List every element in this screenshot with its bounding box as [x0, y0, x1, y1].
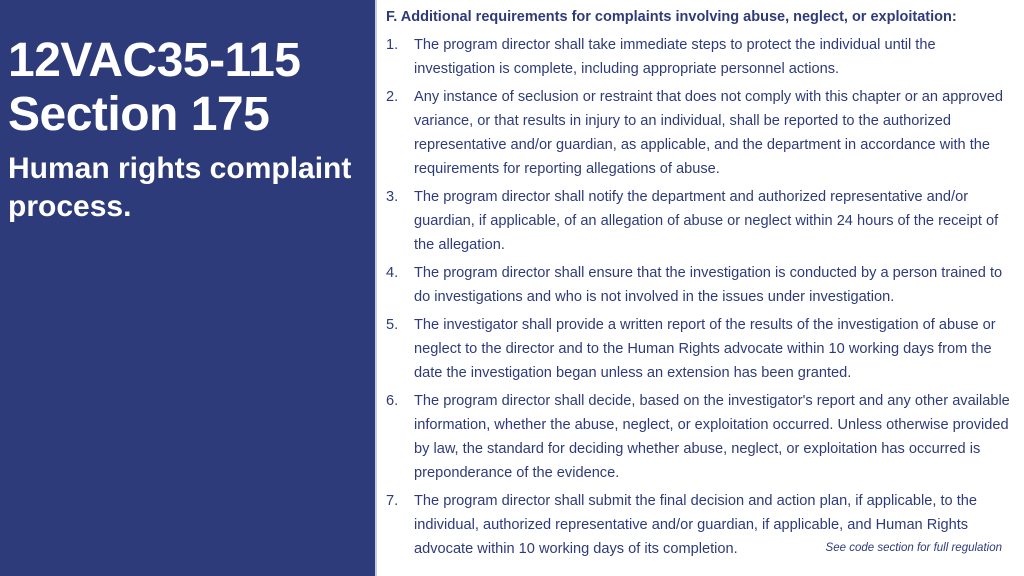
list-item — [386, 389, 1014, 485]
slide-title: 12VAC35-115 Section 175 — [8, 34, 301, 141]
list-item — [386, 313, 1014, 385]
list-item-text: The program director shall ensure that the investigation is conducted by a person trained to do investigations and who is not involved in the issues under investigation. — [414, 265, 1003, 305]
list-item — [386, 261, 1014, 309]
section-heading: F. Additional requirements for complaints involving abuse, neglect, or exploitation: — [386, 9, 957, 25]
list-item-text: Any instance of seclusion or restraint that does not comply with this chapter or an approved variance, or that results in injury to an individual, shall be reported to the authorized representative and/or guardian, as applicable, and the department in accordance with the requirements for reporting allegations of abuse. — [414, 89, 1003, 177]
list-item-number: 5. — [386, 317, 399, 333]
footnote: See code section for full regulation — [825, 542, 1002, 554]
list-item-number: 4. — [386, 265, 399, 281]
content-panel — [380, 0, 1024, 576]
title-panel — [0, 0, 377, 576]
requirements-list — [386, 33, 1014, 565]
list-item-number: 1. — [386, 37, 399, 53]
list-item-text: The program director shall take immediate steps to protect the individual until the investigation is complete, including appropriate personnel actions. — [414, 37, 936, 77]
list-item-text: The program director shall submit the final decision and action plan, if applicable, to the individual, authorized representative and/or guardian, if applicable, and Human Rights advocate within 10 working days of its completion. — [414, 493, 977, 557]
list-item-number: 7. — [386, 493, 399, 509]
list-item-text: The program director shall notify the department and authorized representative and/or guardian, if applicable, of an allegation of abuse or neglect within 24 hours of the receipt of the allegation. — [414, 189, 999, 253]
list-item-number: 3. — [386, 189, 399, 205]
list-item — [386, 185, 1014, 257]
slide-subtitle: Human rights complaint process. — [8, 152, 352, 223]
list-item-number: 6. — [386, 393, 399, 409]
list-item-number: 2. — [386, 89, 399, 105]
list-item-text: The investigator shall provide a written report of the results of the investigation of abuse or neglect to the director and to the Human Rights advocate within 10 working days from the date the investigation began unless an extension has been granted. — [414, 317, 996, 381]
list-item — [386, 85, 1014, 181]
list-item-text: The program director shall decide, based on the investigator's report and any other available information, whether the abuse, neglect, or exploitation occurred. Unless otherwise provided by law, the standard for deciding whether abuse, neglect, or exploitation has occurred is preponderance of the evidence. — [414, 393, 1010, 481]
list-item — [386, 33, 1014, 81]
